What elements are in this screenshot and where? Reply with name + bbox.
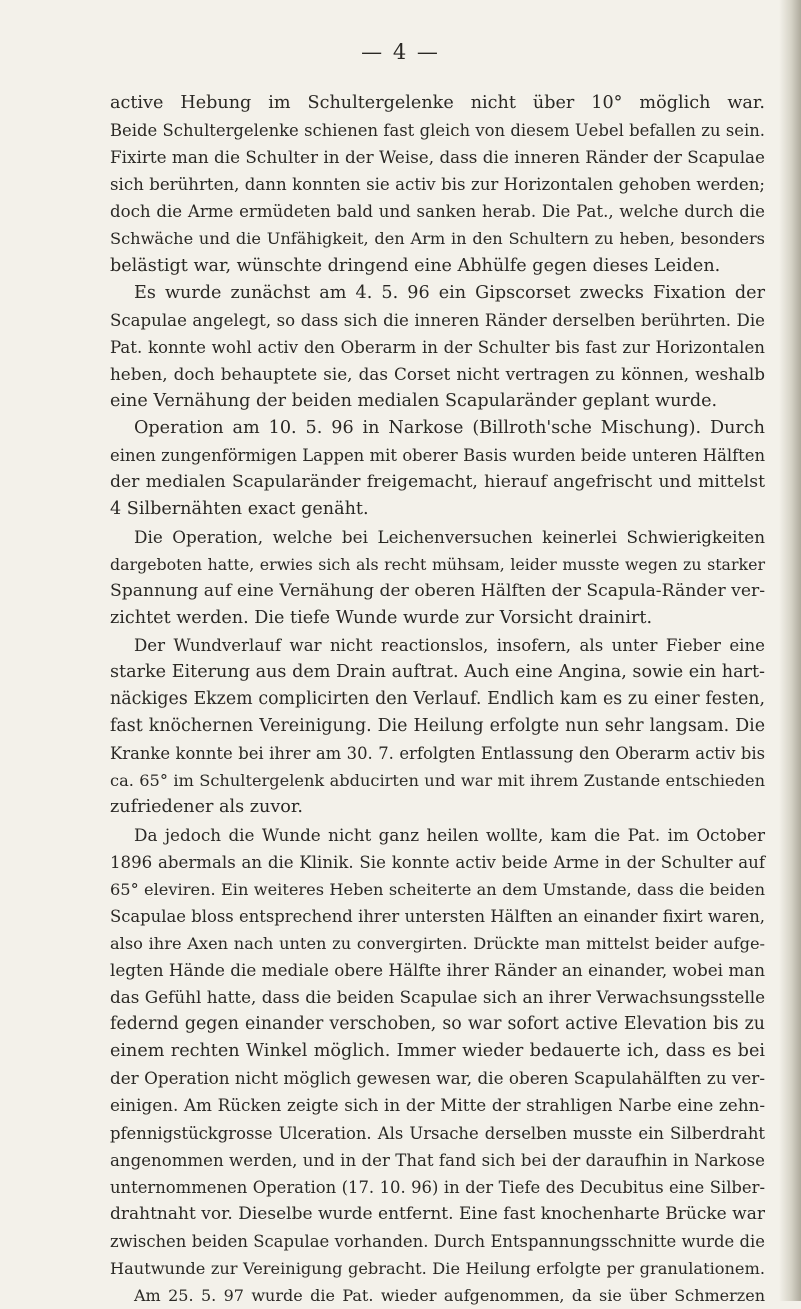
text-line: Es wurde zunächst am 4. 5. 96 ein Gipscorset zwecks Fixation der	[134, 282, 765, 303]
text-line: heben, doch behauptete sie, das Corset nicht vertragen zu können, weshalb	[110, 363, 765, 384]
text-line: federnd gegen einander verschoben, so war sofort active Elevation bis zu	[110, 1014, 765, 1035]
text-line: Pat. konnte wohl activ den Oberarm in der Schulter bis fast zur Horizontalen	[110, 337, 765, 357]
text-line: einen zungenförmigen Lappen mit oberer Basis wurden beide unteren Hälften	[110, 446, 765, 466]
text-line: einigen. Am Rücken zeigte sich in der Mitte der strahligen Narbe eine zehn-	[110, 1095, 765, 1116]
text-line: 65° eleviren. Ein weiteres Heben scheiterte an dem Umstande, dass die beiden	[110, 879, 765, 899]
text-line: Da jedoch die Wunde nicht ganz heilen wollte, kam die Pat. im October	[134, 824, 765, 845]
text-line: dargeboten hatte, erwies sich als recht mühsam, leider musste wegen zu starker	[110, 554, 765, 574]
text-line: Die Operation, welche bei Leichenversuchen keinerlei Schwierigkeiten	[134, 526, 765, 547]
text-line: Schwäche und die Unfähigkeit, den Arm in den Schultern zu heben, besonders	[110, 229, 765, 249]
text-line: Der Wundverlauf war nicht reactionslos, insofern, als unter Fieber eine	[134, 635, 765, 655]
page-edge-shadow	[779, 0, 801, 1301]
text-line: Scapulae bloss entsprechend ihrer untersten Hälften an einander fixirt waren,	[110, 906, 765, 926]
text-line: sich berührten, dann konnten sie activ bis zur Horizontalen gehoben werden;	[110, 175, 765, 195]
text-line: Kranke konnte bei ihrer am 30. 7. erfolgten Entlassung den Oberarm activ bis	[110, 744, 765, 764]
text-line: das Gefühl hatte, dass die beiden Scapulae sich an ihrer Verwachsungsstelle	[110, 987, 765, 1008]
body-text	[110, 90, 765, 1309]
text-line: Hautwunde zur Vereinigung gebracht. Die Heilung erfolgte per granulationem.	[110, 1259, 765, 1279]
text-line: einem rechten Winkel möglich. Immer wieder bedauerte ich, dass es bei	[110, 1041, 765, 1062]
text-line: Beide Schultergelenke schienen fast gleich von diesem Uebel befallen zu sein.	[110, 121, 765, 141]
text-line: angenommen werden, und in der That fand sich bei der daraufhin in Narkose	[110, 1150, 765, 1170]
text-line: Operation am 10. 5. 96 in Narkose (Billroth'sche Mischung). Durch	[134, 418, 765, 439]
text-line: fast knöchernen Vereinigung. Die Heilung erfolgte nun sehr langsam. Die	[110, 716, 765, 737]
text-line: drahtnaht vor. Dieselbe wurde entfernt. Eine fast knochenharte Brücke war	[110, 1203, 765, 1224]
text-line: zwischen beiden Scapulae vorhanden. Durch Entspannungsschnitte wurde die	[110, 1231, 765, 1251]
text-line: zichtet werden. Die tiefe Wunde wurde zur Vorsicht drainirt.	[110, 607, 653, 628]
text-line: Scapulae angelegt, so dass sich die inneren Ränder derselben berührten. Die	[110, 310, 765, 330]
text-line: der Operation nicht möglich gewesen war, die oberen Scapulahälften zu ver-	[110, 1068, 765, 1089]
text-line: Spannung auf eine Vernähung der oberen Hälften der Scapula-Ränder ver-	[110, 580, 766, 601]
text-line: legten Hände die mediale obere Hälfte ihrer Ränder an einander, wobei man	[110, 960, 766, 980]
text-line: der medialen Scapularänder freigemacht, hierauf angefrischt und mittelst	[110, 472, 765, 493]
text-line: näckiges Ekzem complicirten den Verlauf. Endlich kam es zu einer festen,	[110, 689, 765, 710]
text-line: Fixirte man die Schulter in der Weise, dass die inneren Ränder der Scapulae	[110, 147, 765, 168]
text-line: starke Eiterung aus dem Drain auftrat. Auch eine Angina, sowie ein hart-	[110, 661, 765, 682]
text-line: active Hebung im Schultergelenke nicht über 10° möglich war.	[110, 93, 765, 113]
text-line: also ihre Axen nach unten zu convergirten. Drückte man mittelst beider aufge-	[110, 933, 765, 953]
text-line: ca. 65° im Schultergelenk abducirten und war mit ihrem Zustande entschieden	[110, 771, 765, 791]
text-line: belästigt war, wünschte dringend eine Abhülfe gegen dieses Leiden.	[110, 255, 721, 276]
text-line: doch die Arme ermüdeten bald und sanken herab. Die Pat., welche durch die	[110, 202, 765, 222]
text-line: unternommenen Operation (17. 10. 96) in der Tiefe des Decubitus eine Silber-	[110, 1177, 765, 1197]
page-number: — 4 —	[361, 40, 440, 64]
text-line: Am 25. 5. 97 wurde die Pat. wieder aufgenommen, da sie über Schmerzen	[134, 1286, 765, 1306]
text-line: 1896 abermals an die Klinik. Sie konnte activ beide Arme in der Schulter auf	[110, 852, 765, 872]
text-line: 4 Silbernähten exact genäht.	[110, 499, 369, 520]
text-line: zufriedener als zuvor.	[110, 797, 303, 818]
text-line: eine Vernähung der beiden medialen Scapularänder geplant wurde.	[110, 391, 718, 412]
text-line: pfennigstückgrosse Ulceration. Als Ursache derselben musste ein Silberdraht	[110, 1123, 765, 1143]
